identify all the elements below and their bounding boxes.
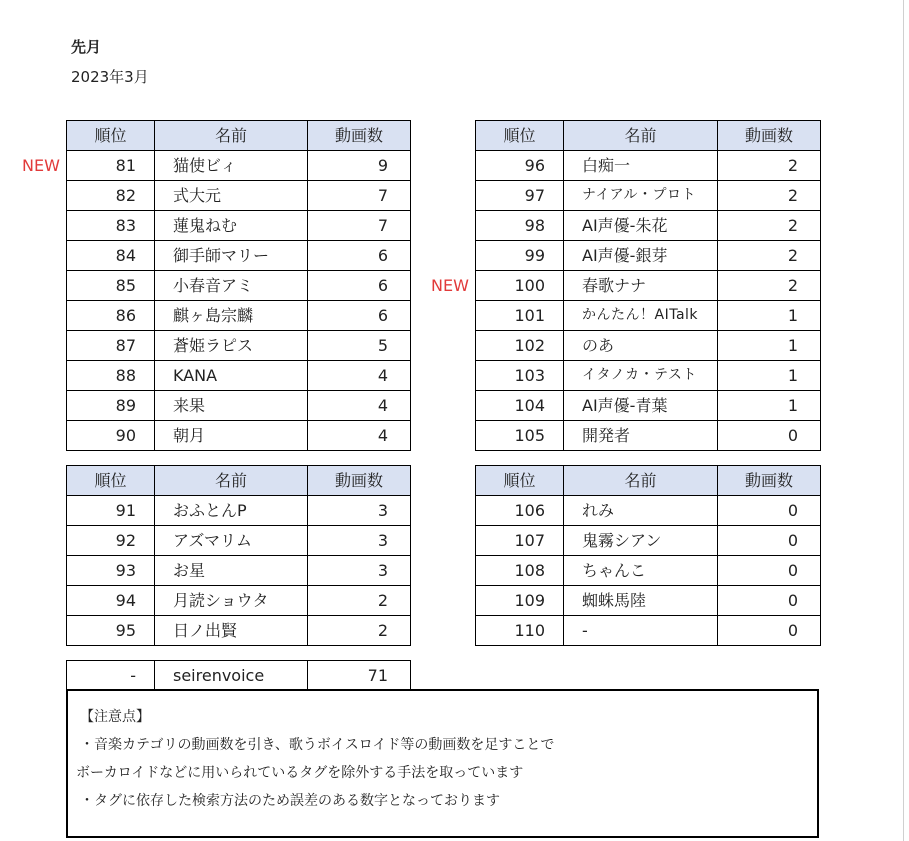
table-row bbox=[476, 241, 821, 271]
rank-header: 順位 bbox=[476, 121, 564, 151]
rank-cell: 97 bbox=[476, 181, 564, 211]
notes-line: ボーカロイドなどに用いられているタグを除外する手法を取っています bbox=[76, 765, 524, 781]
rank-cell: 110 bbox=[476, 616, 564, 646]
count-cell: 1 bbox=[718, 361, 821, 391]
rank-cell: 108 bbox=[476, 556, 564, 586]
count-cell: 2 bbox=[718, 241, 821, 271]
table-row bbox=[476, 181, 821, 211]
rank-cell: 99 bbox=[476, 241, 564, 271]
count-header: 動画数 bbox=[718, 121, 821, 151]
rank-header: 順位 bbox=[67, 466, 155, 496]
page-title: 先月 bbox=[71, 38, 102, 56]
name-header: 名前 bbox=[564, 466, 718, 496]
total-name-cell: seirenvoice bbox=[155, 661, 308, 691]
count-cell: 0 bbox=[718, 586, 821, 616]
notes-line: ・音楽カテゴリの動画数を引き、歌うボイスロイド等の動画数を足すことで bbox=[80, 737, 555, 753]
name-cell: KANA bbox=[155, 361, 308, 391]
name-cell: 白痴一 bbox=[564, 151, 718, 181]
count-cell: 6 bbox=[308, 271, 411, 301]
count-cell: 2 bbox=[308, 616, 411, 646]
name-cell: 小春音アミ bbox=[155, 271, 308, 301]
ranking-table-106-110 bbox=[475, 465, 821, 646]
table-row bbox=[476, 586, 821, 616]
count-cell: 2 bbox=[718, 181, 821, 211]
rank-header: 順位 bbox=[476, 466, 564, 496]
name-cell: 式大元 bbox=[155, 181, 308, 211]
count-cell: 6 bbox=[308, 241, 411, 271]
name-cell: 朝月 bbox=[155, 421, 308, 451]
name-header: 名前 bbox=[155, 121, 308, 151]
rank-cell: 86 bbox=[67, 301, 155, 331]
table-header-row bbox=[476, 466, 821, 496]
rank-cell: 93 bbox=[67, 556, 155, 586]
rank-cell: 85 bbox=[67, 271, 155, 301]
table-row bbox=[67, 271, 411, 301]
name-cell: 鬼霧シアン bbox=[564, 526, 718, 556]
rank-cell: 103 bbox=[476, 361, 564, 391]
table-row bbox=[476, 496, 821, 526]
name-cell: のあ bbox=[564, 331, 718, 361]
count-cell: 1 bbox=[718, 391, 821, 421]
rank-cell: 90 bbox=[67, 421, 155, 451]
count-cell: 9 bbox=[308, 151, 411, 181]
name-cell: かんたん！AITalk bbox=[564, 301, 718, 331]
notes-heading: 【注意点】 bbox=[80, 709, 150, 725]
count-header: 動画数 bbox=[718, 466, 821, 496]
name-cell: 蓮鬼ねむ bbox=[155, 211, 308, 241]
table-row bbox=[67, 301, 411, 331]
rank-cell: 96 bbox=[476, 151, 564, 181]
name-cell: アズマリム bbox=[155, 526, 308, 556]
new-badge: NEW bbox=[431, 276, 469, 295]
name-cell: 蜘蛛馬陸 bbox=[564, 586, 718, 616]
name-header: 名前 bbox=[155, 466, 308, 496]
table-header-row bbox=[476, 121, 821, 151]
rank-cell: 95 bbox=[67, 616, 155, 646]
table-row bbox=[67, 211, 411, 241]
rank-cell: 109 bbox=[476, 586, 564, 616]
count-cell: 2 bbox=[718, 211, 821, 241]
count-cell: 0 bbox=[718, 421, 821, 451]
count-cell: 0 bbox=[718, 556, 821, 586]
name-cell: れみ bbox=[564, 496, 718, 526]
table-row bbox=[67, 331, 411, 361]
count-cell: 2 bbox=[718, 271, 821, 301]
name-cell: AI声優-青葉 bbox=[564, 391, 718, 421]
name-cell: おふとんP bbox=[155, 496, 308, 526]
count-cell: 4 bbox=[308, 361, 411, 391]
rank-cell: 89 bbox=[67, 391, 155, 421]
count-cell: 3 bbox=[308, 496, 411, 526]
total-table bbox=[66, 660, 411, 691]
rank-cell: 101 bbox=[476, 301, 564, 331]
count-cell: 2 bbox=[718, 151, 821, 181]
count-cell: 3 bbox=[308, 556, 411, 586]
rank-cell: 100 bbox=[476, 271, 564, 301]
rank-cell: 83 bbox=[67, 211, 155, 241]
table-row bbox=[476, 616, 821, 646]
name-cell: 麒ヶ島宗麟 bbox=[155, 301, 308, 331]
table-row bbox=[67, 616, 411, 646]
table-row bbox=[67, 526, 411, 556]
name-cell: 月読ショウタ bbox=[155, 586, 308, 616]
rank-cell: 106 bbox=[476, 496, 564, 526]
count-header: 動画数 bbox=[308, 466, 411, 496]
name-cell: ちゃんこ bbox=[564, 556, 718, 586]
ranking-table-81-90 bbox=[66, 120, 411, 451]
rank-cell: 87 bbox=[67, 331, 155, 361]
table-row bbox=[476, 391, 821, 421]
table-row bbox=[67, 556, 411, 586]
table-row bbox=[476, 526, 821, 556]
name-cell: イタノカ・テスト bbox=[564, 361, 718, 391]
rank-cell: 92 bbox=[67, 526, 155, 556]
name-cell: 春歌ナナ bbox=[564, 271, 718, 301]
count-cell: 0 bbox=[718, 616, 821, 646]
table-row bbox=[67, 151, 411, 181]
ranking-table-91-95 bbox=[66, 465, 411, 646]
count-cell: 5 bbox=[308, 331, 411, 361]
count-cell: 7 bbox=[308, 211, 411, 241]
count-cell: 4 bbox=[308, 421, 411, 451]
new-badge: NEW bbox=[22, 156, 60, 175]
name-header: 名前 bbox=[564, 121, 718, 151]
table-header-row bbox=[67, 121, 411, 151]
count-cell: 0 bbox=[718, 526, 821, 556]
table-row bbox=[67, 421, 411, 451]
rank-cell: 84 bbox=[67, 241, 155, 271]
name-cell: お星 bbox=[155, 556, 308, 586]
count-cell: 7 bbox=[308, 181, 411, 211]
table-row bbox=[67, 391, 411, 421]
name-cell: 御手師マリー bbox=[155, 241, 308, 271]
rank-cell: 107 bbox=[476, 526, 564, 556]
rank-cell: 105 bbox=[476, 421, 564, 451]
name-cell: 来果 bbox=[155, 391, 308, 421]
rank-cell: 91 bbox=[67, 496, 155, 526]
rank-cell: 98 bbox=[476, 211, 564, 241]
name-cell: ナイアル・プロト bbox=[564, 181, 718, 211]
name-cell: 開発者 bbox=[564, 421, 718, 451]
count-header: 動画数 bbox=[308, 121, 411, 151]
table-row bbox=[476, 301, 821, 331]
table-row bbox=[476, 151, 821, 181]
name-cell: 蒼姫ラピス bbox=[155, 331, 308, 361]
name-cell: - bbox=[564, 616, 718, 646]
rank-cell: 94 bbox=[67, 586, 155, 616]
rank-cell: 88 bbox=[67, 361, 155, 391]
ranking-table-96-105 bbox=[475, 120, 821, 451]
table-row bbox=[67, 181, 411, 211]
count-cell: 3 bbox=[308, 526, 411, 556]
table-row bbox=[67, 586, 411, 616]
count-cell: 1 bbox=[718, 331, 821, 361]
name-cell: AI声優-朱花 bbox=[564, 211, 718, 241]
rank-cell: 81 bbox=[67, 151, 155, 181]
count-cell: 6 bbox=[308, 301, 411, 331]
notes-line: ・タグに依存した検索方法のため誤差のある数字となっております bbox=[80, 793, 500, 809]
count-cell: 4 bbox=[308, 391, 411, 421]
count-cell: 0 bbox=[718, 496, 821, 526]
name-cell: AI声優-銀芽 bbox=[564, 241, 718, 271]
rank-cell: 102 bbox=[476, 331, 564, 361]
page-edge-divider bbox=[903, 0, 904, 841]
notes-box bbox=[66, 689, 819, 838]
total-row bbox=[67, 661, 411, 691]
table-row bbox=[476, 421, 821, 451]
table-row bbox=[476, 331, 821, 361]
table-row bbox=[476, 556, 821, 586]
total-count-cell: 71 bbox=[308, 661, 411, 691]
rank-cell: 104 bbox=[476, 391, 564, 421]
period-label: 2023年3月 bbox=[71, 68, 149, 86]
name-cell: 猫使ビィ bbox=[155, 151, 308, 181]
table-row bbox=[67, 361, 411, 391]
table-row bbox=[476, 211, 821, 241]
table-row bbox=[476, 361, 821, 391]
rank-header: 順位 bbox=[67, 121, 155, 151]
table-row bbox=[67, 496, 411, 526]
name-cell: 日ノ出賢 bbox=[155, 616, 308, 646]
rank-cell: 82 bbox=[67, 181, 155, 211]
table-row bbox=[476, 271, 821, 301]
count-cell: 2 bbox=[308, 586, 411, 616]
total-rank-cell: - bbox=[67, 661, 155, 691]
count-cell: 1 bbox=[718, 301, 821, 331]
table-header-row bbox=[67, 466, 411, 496]
table-row bbox=[67, 241, 411, 271]
